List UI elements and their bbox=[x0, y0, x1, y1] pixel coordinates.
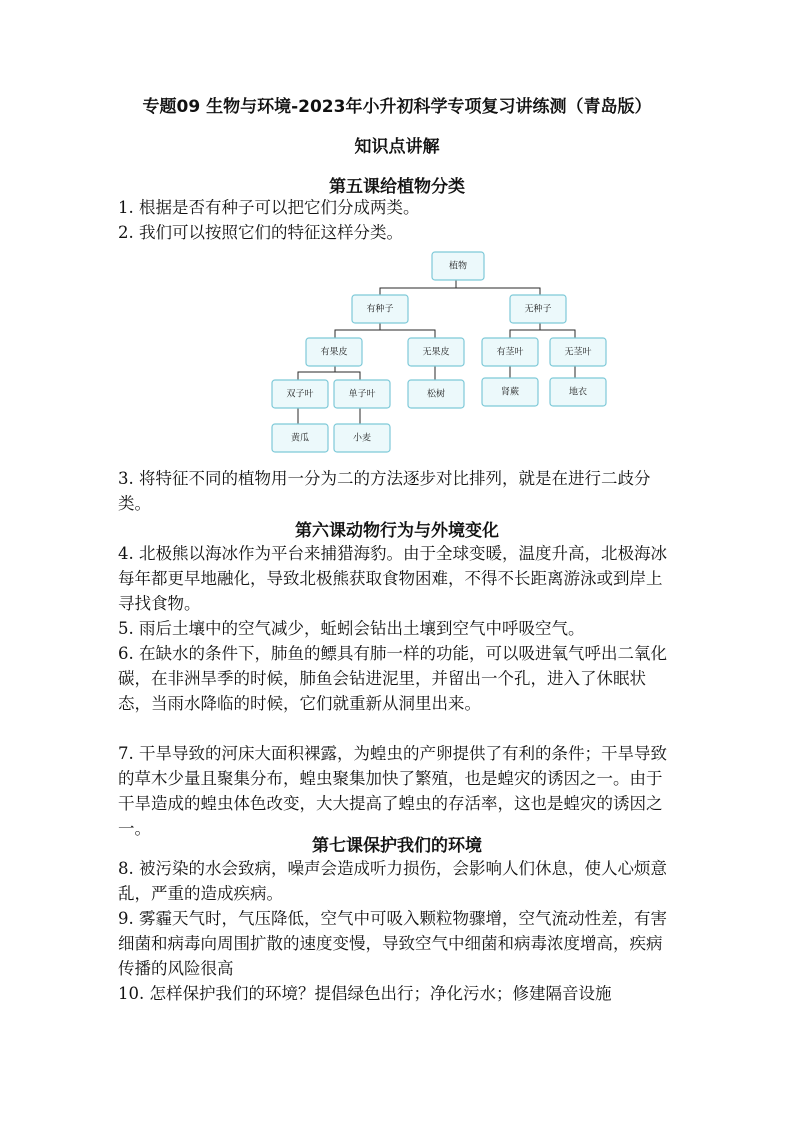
node-pine bbox=[408, 380, 464, 408]
node-without-peel-label: 无果皮 bbox=[422, 347, 450, 358]
document-title: 专题09 生物与环境-2023年小升初科学专项复习讲练测（青岛版） bbox=[142, 97, 652, 117]
node-seedless bbox=[510, 295, 566, 323]
node-with-stem-leaf bbox=[482, 338, 538, 366]
paragraph-10: 10. 怎样保护我们的环境？提倡绿色出行；净化污水；修建隔音设施 bbox=[118, 984, 612, 1003]
paragraph-3: 3. 将特征不同的植物用一分为二的方法逐步对比排列，就是在进行二歧分类。 bbox=[118, 469, 651, 513]
section-heading-lesson7: 第七课保护我们的环境 bbox=[312, 836, 482, 856]
node-seeded bbox=[352, 295, 408, 323]
node-wheat bbox=[334, 424, 390, 452]
plant-classification-diagram bbox=[260, 248, 620, 458]
node-without-stem-leaf-label: 无茎叶 bbox=[564, 347, 592, 358]
node-dicot-label: 双子叶 bbox=[286, 389, 314, 400]
node-dicot bbox=[272, 380, 328, 408]
paragraph-4: 4. 北极熊以海冰作为平台来捕猎海豹。由于全球变暖，温度升高，北极海冰每年都更早地融化，导致北极熊获取食物困难，不得不长距离游泳或到岸上寻找食物。 bbox=[118, 544, 667, 613]
edge-peel-branch bbox=[298, 372, 360, 380]
node-fern-label: 肾蕨 bbox=[500, 387, 520, 398]
paragraph-6: 6. 在缺水的条件下，肺鱼的鳔具有肺一样的功能，可以吸进氧气呼出二氧化碳，在非洲旱季的时候，肺鱼会钻进泥里，并留出一个孔，进入了休眠状态，当雨水降临的时候，它们就重新从洞里出来。 bbox=[118, 644, 667, 713]
node-fern bbox=[482, 378, 538, 406]
node-monocot-label: 单子叶 bbox=[348, 389, 376, 400]
node-with-stem-leaf-label: 有茎叶 bbox=[496, 347, 524, 358]
paragraph-8: 8. 被污染的水会致病，噪声会造成听力损伤，会影响人们休息，使人心烦意乱，严重的造成疾病。 bbox=[118, 859, 667, 903]
node-cucumber-label: 黄瓜 bbox=[290, 433, 310, 444]
edge-seed-branch bbox=[335, 330, 435, 338]
node-wheat-label: 小麦 bbox=[352, 433, 372, 444]
edge-noseed-branch bbox=[510, 330, 575, 338]
paragraph-2: 2. 我们可以按照它们的特征这样分类。 bbox=[118, 223, 403, 242]
paragraph-5: 5. 雨后土壤中的空气减少，蚯蚓会钻出土壤到空气中呼吸空气。 bbox=[118, 619, 585, 638]
node-lichen bbox=[550, 378, 606, 406]
node-seedless-label: 无种子 bbox=[524, 304, 552, 315]
edge-root bbox=[380, 288, 540, 295]
paragraph-7: 7. 干旱导致的河床大面积裸露，为蝗虫的产卵提供了有利的条件；干旱导致的草木少量且聚集分布，蝗虫聚集加快了繁殖，也是蝗灾的诱因之一。由于干旱造成的蝗虫体色改变，大大提高了蝗虫的存活率，这也是蝗灾的诱因之一。 bbox=[118, 744, 667, 838]
node-lichen-label: 地衣 bbox=[568, 387, 588, 398]
node-seeded-label: 有种子 bbox=[366, 304, 394, 315]
section-heading-lesson6: 第六课动物行为与外境变化 bbox=[295, 521, 499, 541]
node-root bbox=[432, 252, 484, 280]
paragraph-9: 9. 雾霾天气时，气压降低，空气中可吸入颗粒物骤增，空气流动性差，有害细菌和病毒向周围扩散的速度变慢，导致空气中细菌和病毒浓度增高，疾病传播的风险很高 bbox=[118, 909, 667, 978]
node-cucumber bbox=[272, 424, 328, 452]
document-subtitle: 知识点讲解 bbox=[354, 137, 440, 157]
node-without-stem-leaf bbox=[550, 338, 606, 366]
node-root-label: 植物 bbox=[448, 261, 468, 272]
node-with-peel-label: 有果皮 bbox=[320, 347, 348, 358]
paragraph-1: 1. 根据是否有种子可以把它们分成两类。 bbox=[118, 198, 420, 217]
node-without-peel bbox=[408, 338, 464, 366]
node-monocot bbox=[334, 380, 390, 408]
node-pine-label: 松树 bbox=[426, 389, 446, 400]
node-with-peel bbox=[306, 338, 362, 366]
section-heading-lesson5: 第五课给植物分类 bbox=[329, 177, 465, 197]
